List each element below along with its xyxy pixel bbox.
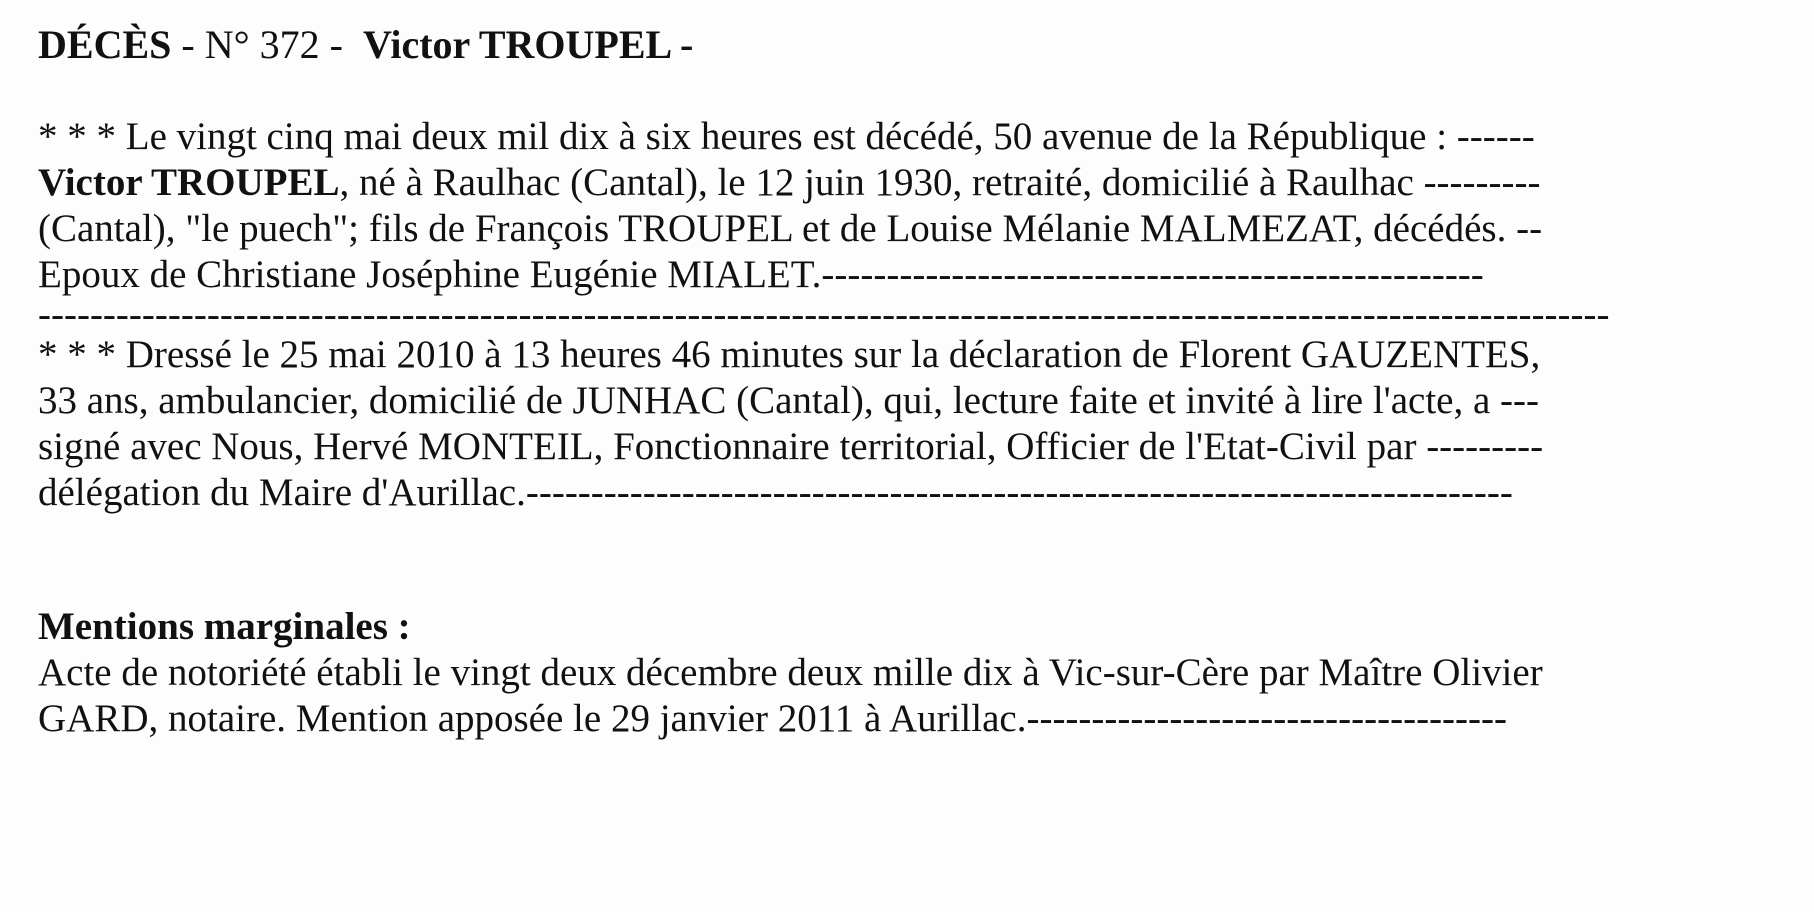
mentions-title: Mentions marginales : (38, 605, 411, 648)
record-number: N° 372 (204, 22, 320, 67)
paragraph1-line2-text: , né à Raulhac (Cantal), le 12 juin 1930, retraité, domicilié à Raulhac --------- (339, 161, 1541, 204)
paragraph1-line2 (38, 160, 1540, 206)
deceased-name: Victor TROUPEL (38, 161, 340, 204)
deceased-name-heading: Victor TROUPEL - (362, 22, 694, 67)
deces-label: DÉCÈS (38, 22, 172, 67)
paragraph2-line3: signé avec Nous, Hervé MONTEIL, Fonctionnaire territorial, Officier de l'Etat-Civil par --------- (38, 425, 1544, 468)
mentions-line1: Acte de notoriété établi le vingt deux décembre deux mille dix à Vic-sur-Cère par Maître Olivier (38, 651, 1543, 694)
paragraph2-line2: 33 ans, ambulancier, domicilié de JUNHAC (Cantal), qui, lecture faite et invité à lire l'acte, a --- (38, 379, 1539, 422)
paragraph1-line3: (Cantal), "le puech"; fils de François TROUPEL et de Louise Mélanie MALMEZAT, décédés. -- (38, 207, 1543, 250)
mentions-line2: GARD, notaire. Mention apposée le 29 janvier 2011 à Aurillac.------------------------------------- (38, 697, 1507, 740)
paragraph2-line1: * * * Dressé le 25 mai 2010 à 13 heures 46 minutes sur la déclaration de Florent GAUZENTES, (38, 333, 1541, 376)
separator-line: ------------------------------------------------------------------------------------------------------------------------- (38, 293, 1610, 336)
heading-separator: - (171, 22, 205, 67)
document-heading (38, 22, 693, 68)
paragraph1-line4: Epoux de Christiane Joséphine Eugénie MIALET.--------------------------------------------------- (38, 253, 1484, 296)
heading-separator-2: - (319, 22, 363, 67)
paragraph2-line4: délégation du Maire d'Aurillac.---------------------------------------------------------------------------- (38, 471, 1513, 514)
paragraph1-line1: * * * Le vingt cinq mai deux mil dix à six heures est décédé, 50 avenue de la République : ------ (38, 115, 1535, 158)
